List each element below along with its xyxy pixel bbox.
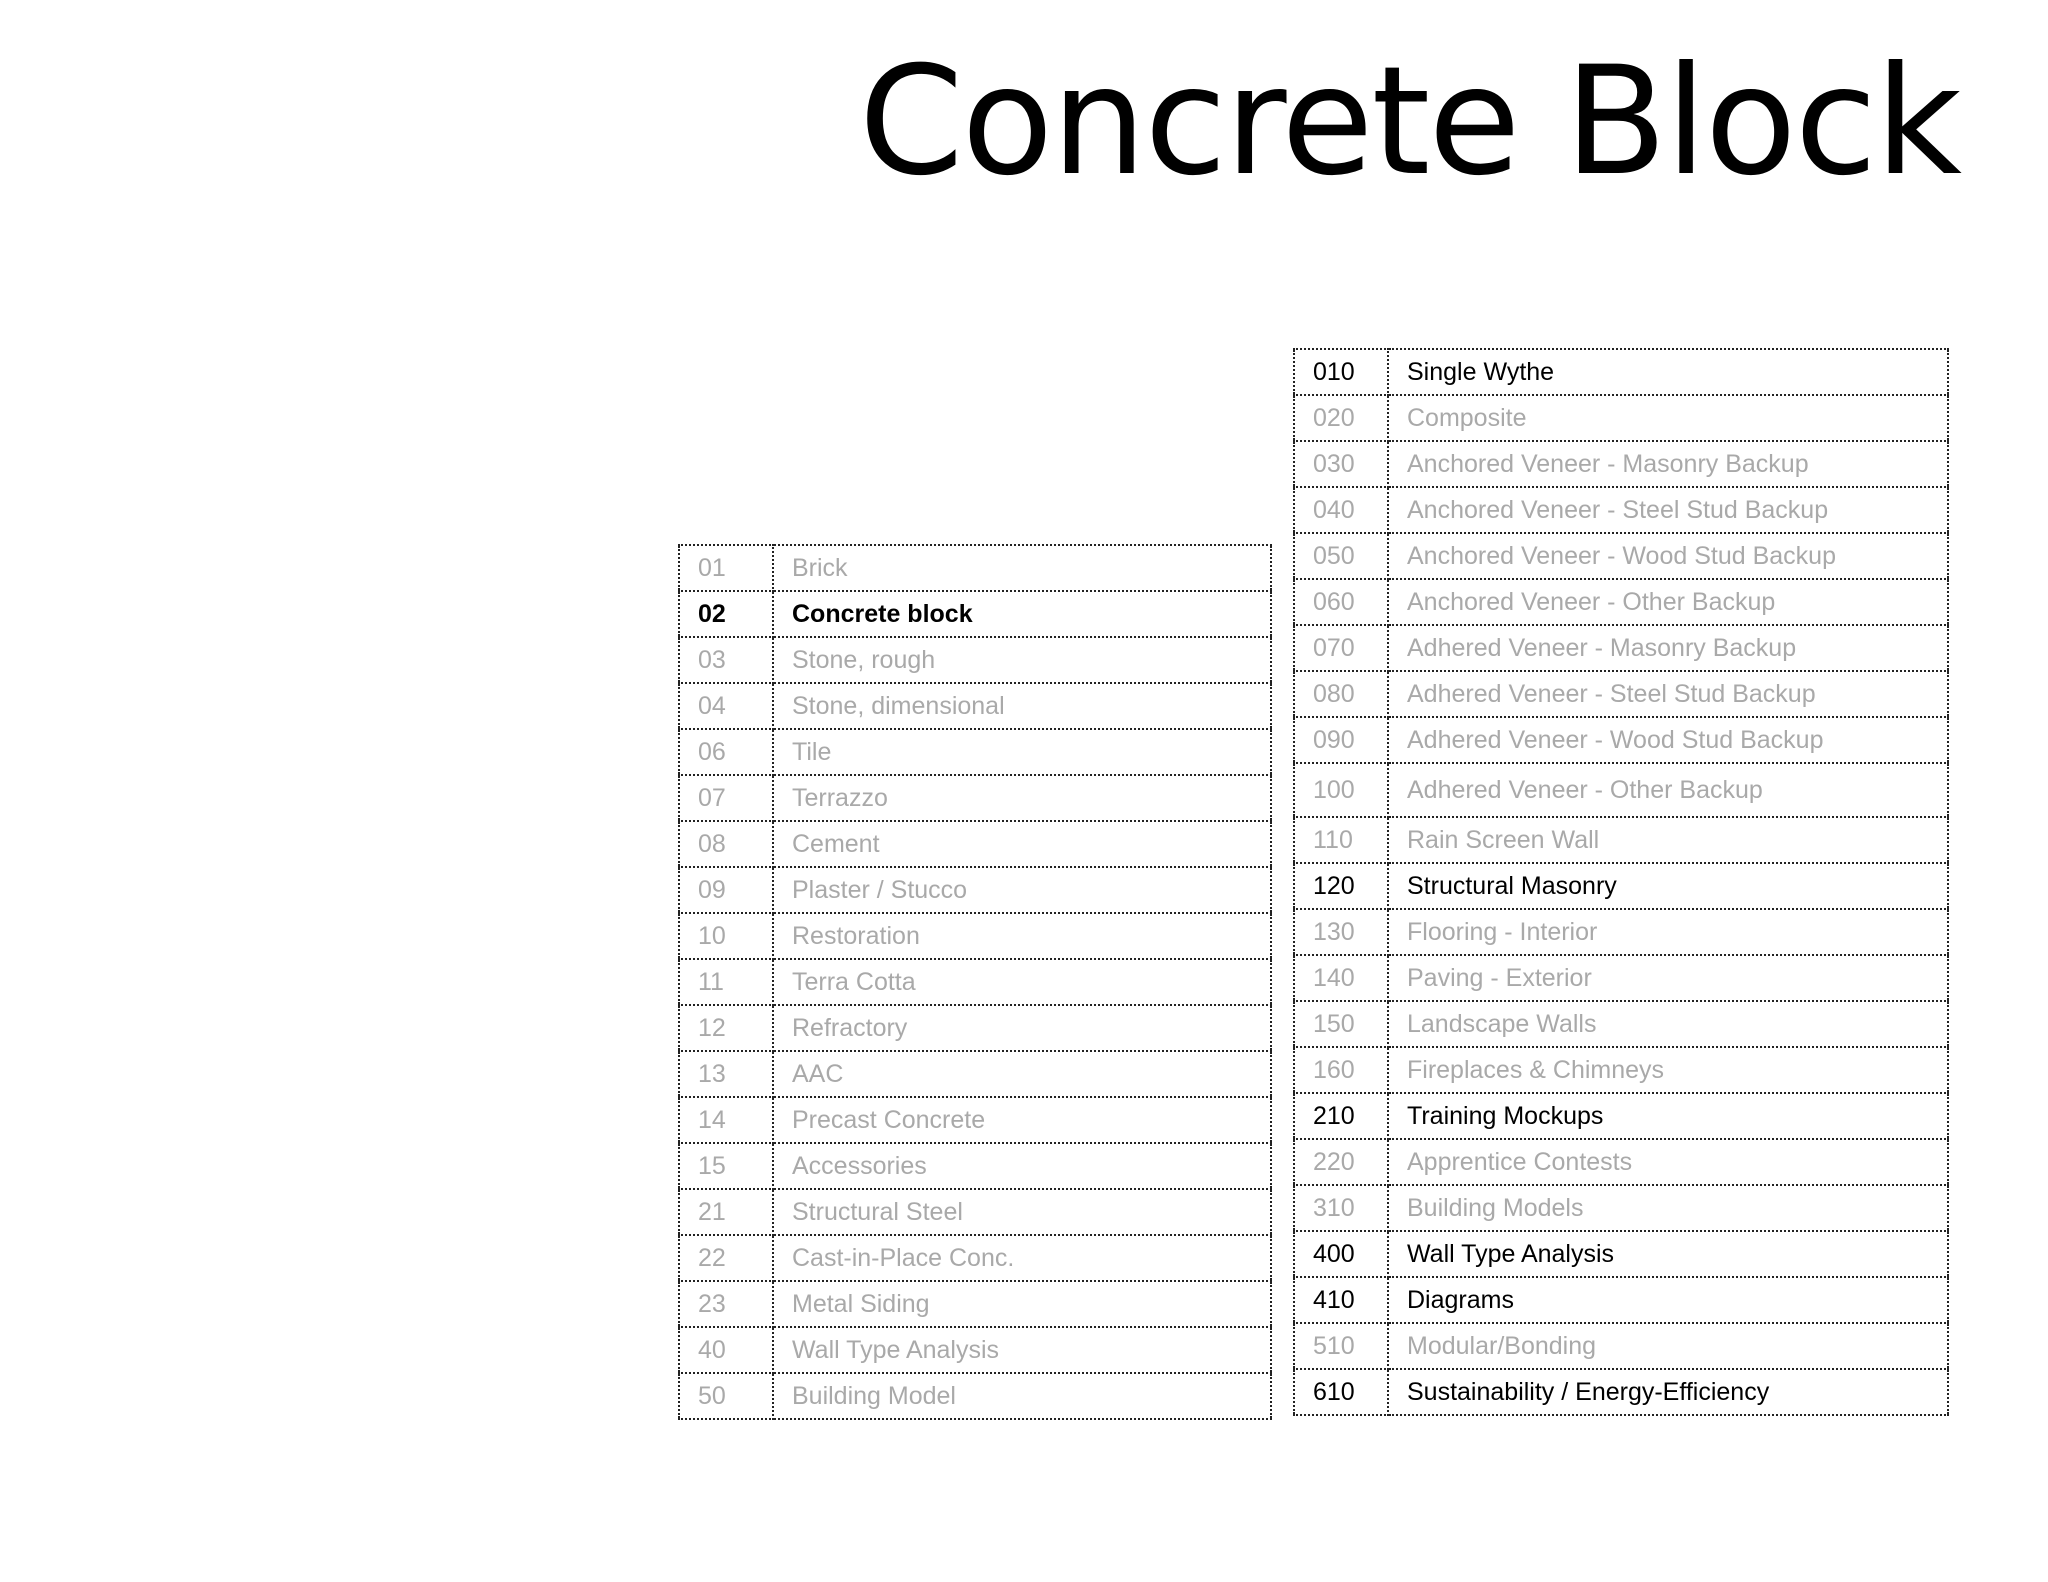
row-code: 030 — [1294, 441, 1388, 487]
row-code: 020 — [1294, 395, 1388, 441]
material-row[interactable] — [679, 1097, 1271, 1143]
section-row[interactable] — [1294, 1139, 1948, 1185]
section-row[interactable] — [1294, 533, 1948, 579]
row-code: 040 — [1294, 487, 1388, 533]
row-label: Stone, dimensional — [773, 683, 1271, 729]
row-code: 110 — [1294, 817, 1388, 863]
row-label: Apprentice Contests — [1388, 1139, 1948, 1185]
section-row[interactable] — [1294, 579, 1948, 625]
row-code: 080 — [1294, 671, 1388, 717]
material-row[interactable] — [679, 1051, 1271, 1097]
row-label: Terra Cotta — [773, 959, 1271, 1005]
section-row[interactable] — [1294, 955, 1948, 1001]
material-row[interactable] — [679, 821, 1271, 867]
row-label: Brick — [773, 545, 1271, 591]
row-label: Composite — [1388, 395, 1948, 441]
material-row[interactable] — [679, 683, 1271, 729]
row-label: Landscape Walls — [1388, 1001, 1948, 1047]
row-label: Anchored Veneer - Masonry Backup — [1388, 441, 1948, 487]
row-label: Accessories — [773, 1143, 1271, 1189]
row-label: AAC — [773, 1051, 1271, 1097]
row-label: Terrazzo — [773, 775, 1271, 821]
section-row[interactable] — [1294, 441, 1948, 487]
row-code: 04 — [679, 683, 773, 729]
section-row[interactable] — [1294, 1231, 1948, 1277]
row-label: Adhered Veneer - Other Backup — [1388, 763, 1948, 817]
material-row[interactable] — [679, 545, 1271, 591]
row-label: Building Model — [773, 1373, 1271, 1419]
section-row[interactable] — [1294, 349, 1948, 395]
row-code: 510 — [1294, 1323, 1388, 1369]
section-row[interactable] — [1294, 395, 1948, 441]
row-code: 010 — [1294, 349, 1388, 395]
row-label: Concrete block — [773, 591, 1271, 637]
material-index-body — [679, 545, 1271, 1419]
row-code: 140 — [1294, 955, 1388, 1001]
row-code: 070 — [1294, 625, 1388, 671]
row-code: 09 — [679, 867, 773, 913]
row-code: 03 — [679, 637, 773, 683]
row-label: Modular/Bonding — [1388, 1323, 1948, 1369]
row-code: 11 — [679, 959, 773, 1005]
row-code: 08 — [679, 821, 773, 867]
row-code: 22 — [679, 1235, 773, 1281]
row-code: 150 — [1294, 1001, 1388, 1047]
row-code: 40 — [679, 1327, 773, 1373]
section-row[interactable] — [1294, 817, 1948, 863]
material-row[interactable] — [679, 1189, 1271, 1235]
row-code: 610 — [1294, 1369, 1388, 1415]
row-label: Precast Concrete — [773, 1097, 1271, 1143]
row-label: Metal Siding — [773, 1281, 1271, 1327]
material-row[interactable] — [679, 1327, 1271, 1373]
section-row[interactable] — [1294, 1001, 1948, 1047]
section-index-body — [1294, 349, 1948, 1415]
section-row[interactable] — [1294, 1323, 1948, 1369]
row-code: 130 — [1294, 909, 1388, 955]
row-code: 23 — [679, 1281, 773, 1327]
row-label: Wall Type Analysis — [773, 1327, 1271, 1373]
row-label: Rain Screen Wall — [1388, 817, 1948, 863]
section-index-table — [1293, 348, 1949, 1416]
material-row[interactable] — [679, 1143, 1271, 1189]
section-row[interactable] — [1294, 863, 1948, 909]
row-code: 10 — [679, 913, 773, 959]
row-code: 100 — [1294, 763, 1388, 817]
material-row[interactable] — [679, 775, 1271, 821]
row-label: Building Models — [1388, 1185, 1948, 1231]
row-code: 060 — [1294, 579, 1388, 625]
row-code: 06 — [679, 729, 773, 775]
section-row[interactable] — [1294, 1093, 1948, 1139]
row-code: 090 — [1294, 717, 1388, 763]
section-row[interactable] — [1294, 1185, 1948, 1231]
row-code: 410 — [1294, 1277, 1388, 1323]
section-row[interactable] — [1294, 763, 1948, 817]
material-row[interactable] — [679, 1235, 1271, 1281]
material-row[interactable] — [679, 1005, 1271, 1051]
row-label: Structural Masonry — [1388, 863, 1948, 909]
row-code: 210 — [1294, 1093, 1388, 1139]
section-row[interactable] — [1294, 625, 1948, 671]
row-code: 50 — [679, 1373, 773, 1419]
row-label: Anchored Veneer - Other Backup — [1388, 579, 1948, 625]
row-label: Sustainability / Energy-Efficiency — [1388, 1369, 1948, 1415]
material-row[interactable] — [679, 729, 1271, 775]
row-label: Restoration — [773, 913, 1271, 959]
row-label: Refractory — [773, 1005, 1271, 1051]
row-label: Flooring - Interior — [1388, 909, 1948, 955]
row-code: 07 — [679, 775, 773, 821]
row-label: Plaster / Stucco — [773, 867, 1271, 913]
row-label: Wall Type Analysis — [1388, 1231, 1948, 1277]
row-label: Anchored Veneer - Wood Stud Backup — [1388, 533, 1948, 579]
row-code: 14 — [679, 1097, 773, 1143]
material-row[interactable] — [679, 1373, 1271, 1419]
row-code: 15 — [679, 1143, 773, 1189]
row-label: Adhered Veneer - Steel Stud Backup — [1388, 671, 1948, 717]
row-label: Cement — [773, 821, 1271, 867]
row-label: Adhered Veneer - Wood Stud Backup — [1388, 717, 1948, 763]
row-label: Cast-in-Place Conc. — [773, 1235, 1271, 1281]
row-label: Adhered Veneer - Masonry Backup — [1388, 625, 1948, 671]
row-label: Single Wythe — [1388, 349, 1948, 395]
row-label: Tile — [773, 729, 1271, 775]
section-row[interactable] — [1294, 717, 1948, 763]
row-code: 310 — [1294, 1185, 1388, 1231]
row-code: 02 — [679, 591, 773, 637]
row-code: 220 — [1294, 1139, 1388, 1185]
material-row[interactable] — [679, 867, 1271, 913]
material-row[interactable] — [679, 959, 1271, 1005]
section-row[interactable] — [1294, 671, 1948, 717]
row-label: Anchored Veneer - Steel Stud Backup — [1388, 487, 1948, 533]
section-row[interactable] — [1294, 487, 1948, 533]
material-index-table — [678, 544, 1272, 1420]
row-code: 160 — [1294, 1047, 1388, 1093]
section-row[interactable] — [1294, 1047, 1948, 1093]
row-code: 120 — [1294, 863, 1388, 909]
row-code: 01 — [679, 545, 773, 591]
row-code: 12 — [679, 1005, 773, 1051]
material-row[interactable] — [679, 1281, 1271, 1327]
material-row[interactable] — [679, 913, 1271, 959]
row-code: 400 — [1294, 1231, 1388, 1277]
material-row[interactable] — [679, 591, 1271, 637]
row-label: Training Mockups — [1388, 1093, 1948, 1139]
section-row[interactable] — [1294, 1277, 1948, 1323]
page-title: Concrete Block — [858, 35, 1960, 209]
row-label: Diagrams — [1388, 1277, 1948, 1323]
row-label: Stone, rough — [773, 637, 1271, 683]
row-label: Paving - Exterior — [1388, 955, 1948, 1001]
row-label: Structural Steel — [773, 1189, 1271, 1235]
row-label: Fireplaces & Chimneys — [1388, 1047, 1948, 1093]
section-row[interactable] — [1294, 1369, 1948, 1415]
material-row[interactable] — [679, 637, 1271, 683]
row-code: 050 — [1294, 533, 1388, 579]
row-code: 13 — [679, 1051, 773, 1097]
row-code: 21 — [679, 1189, 773, 1235]
section-row[interactable] — [1294, 909, 1948, 955]
